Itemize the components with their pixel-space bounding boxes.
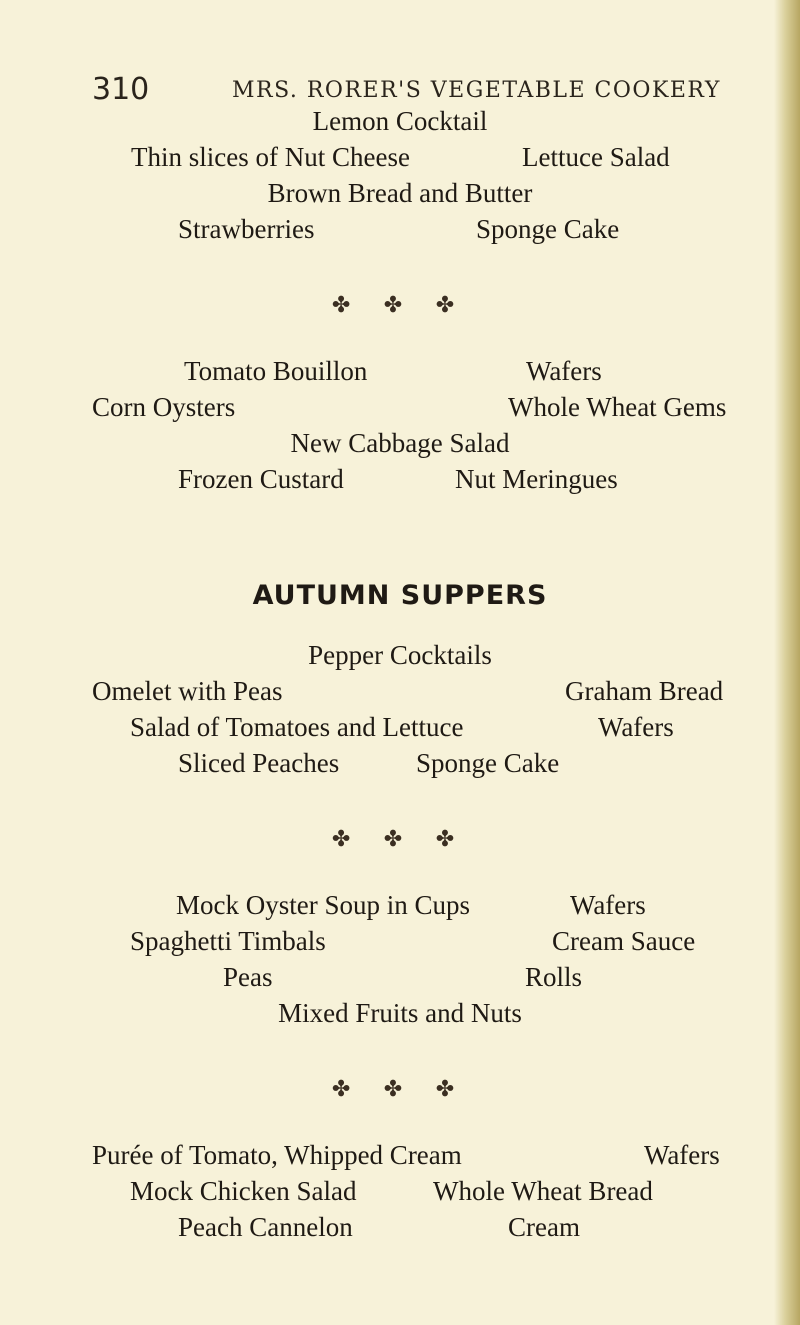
menu1-line4 xyxy=(0,214,800,254)
menu-item: Whole Wheat Bread xyxy=(433,1176,653,1206)
menu2-line4 xyxy=(0,464,800,504)
menu-item: Sponge Cake xyxy=(476,214,620,244)
menu3-line4 xyxy=(0,748,800,788)
menu-item: Tomato Bouillon xyxy=(184,356,368,386)
menu-item: Sliced Peaches xyxy=(178,748,340,778)
menu2-line2 xyxy=(0,392,800,432)
menu5-line1 xyxy=(0,1140,800,1180)
menu-item: Purée of Tomato, Whipped Cream xyxy=(92,1140,462,1170)
menu-item: Lemon Cocktail xyxy=(312,106,488,136)
menu-item: Cream Sauce xyxy=(552,926,696,956)
menu-item: Spaghetti Timbals xyxy=(130,926,326,956)
menu-item: Cream xyxy=(508,1212,580,1242)
menu3-line2 xyxy=(0,676,800,716)
menu-item: Frozen Custard xyxy=(178,464,344,494)
menu-item: Nut Meringues xyxy=(455,464,618,494)
menu1-line2 xyxy=(0,142,800,182)
menu-item: Corn Oysters xyxy=(92,392,236,422)
running-title: MRS. RORER'S VEGETABLE COOKERY xyxy=(232,78,721,103)
menu-item: Whole Wheat Gems xyxy=(508,392,727,422)
menu1-line1 xyxy=(0,106,800,146)
ornament-separator: ✤ ✤ ✤ xyxy=(331,1076,469,1101)
menu-item: Brown Bread and Butter xyxy=(267,178,533,208)
menu-item: Peach Cannelon xyxy=(178,1212,353,1242)
menu-item: Thin slices of Nut Cheese xyxy=(131,142,410,172)
menu-item: Wafers xyxy=(644,1140,720,1170)
menu3-line3 xyxy=(0,712,800,752)
menu1-line3 xyxy=(0,178,800,218)
menu-item: Sponge Cake xyxy=(416,748,560,778)
menu5-line2 xyxy=(0,1176,800,1216)
ornament-separator: ✤ ✤ ✤ xyxy=(331,826,469,851)
ornament-separator: ✤ ✤ ✤ xyxy=(331,292,469,317)
menu-item: New Cabbage Salad xyxy=(290,428,510,458)
menu-item: Peas xyxy=(223,962,273,992)
menu3-line1 xyxy=(0,640,800,680)
menu-item: Omelet with Peas xyxy=(92,676,283,706)
menu-item: Wafers xyxy=(570,890,646,920)
menu4-line3 xyxy=(0,962,800,1002)
menu-item: Strawberries xyxy=(178,214,315,244)
menu-item: Lettuce Salad xyxy=(522,142,670,172)
menu-item: Wafers xyxy=(598,712,674,742)
menu-item: Pepper Cocktails xyxy=(308,640,492,670)
page-number: 310 xyxy=(92,72,150,107)
menu4-line2 xyxy=(0,926,800,966)
menu-item: Rolls xyxy=(525,962,583,992)
menu-item: Graham Bread xyxy=(565,676,724,706)
menu4-line4 xyxy=(0,998,800,1038)
menu-item: Wafers xyxy=(526,356,602,386)
section-heading: AUTUMN SUPPERS xyxy=(252,580,548,611)
menu-item: Salad of Tomatoes and Lettuce xyxy=(130,712,464,742)
menu2-line1 xyxy=(0,356,800,396)
menu5-line3 xyxy=(0,1212,800,1252)
menu4-line1 xyxy=(0,890,800,930)
menu-item: Mock Oyster Soup in Cups xyxy=(176,890,471,920)
menu-item: Mock Chicken Salad xyxy=(130,1176,357,1206)
menu-item: Mixed Fruits and Nuts xyxy=(278,998,522,1028)
menu2-line3 xyxy=(0,428,800,468)
